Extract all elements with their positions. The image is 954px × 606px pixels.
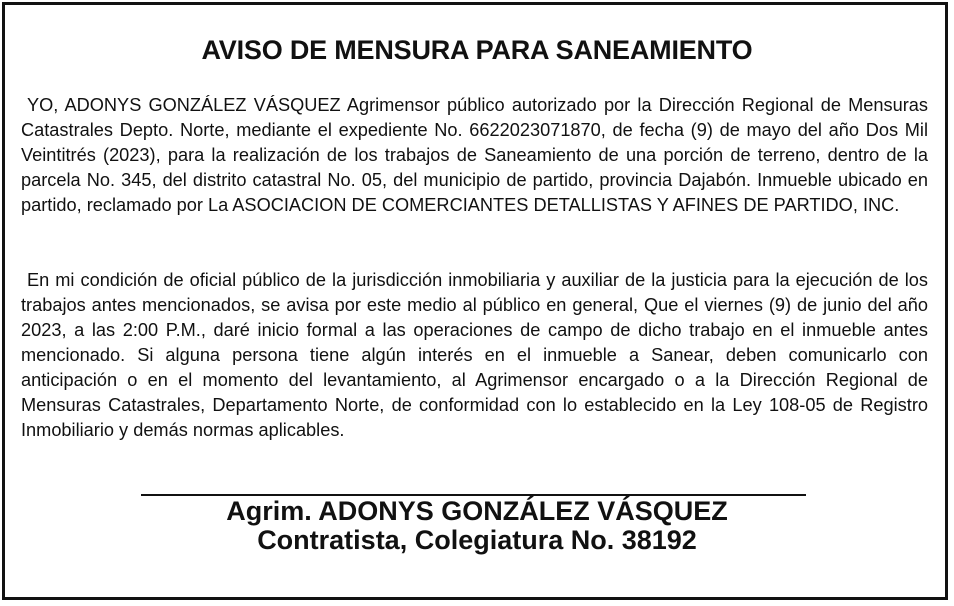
notice-title: AVISO DE MENSURA PARA SANEAMIENTO (201, 35, 753, 65)
paragraph-introduction: YO, ADONYS GONZÁLEZ VÁSQUEZ Agrimensor público autorizado por la Dirección Regional de Mensuras Catastrales Depto. Norte, mediante el expediente No. 6622023071870, de fecha (9) de mayo del año Dos Mil Veintitrés (2023), para la realización de los trabajos de Saneamiento de una porción de terreno, dentro de la parcela No. 345, del distrito catastral No. 05, del municipio de partido, provincia Dajabón. Inmueble ubicado en partido, reclamado por La ASOCIACION DE COMERCIANTES DETALLISTAS Y AFINES DE PARTIDO, INC. (21, 95, 928, 215)
signature-role: Contratista, Colegiatura No. 38192 (257, 525, 697, 555)
paragraph-public-notice: En mi condición de oficial público de la jurisdicción inmobiliaria y auxiliar de la justicia para la ejecución de los trabajos antes mencionados, se avisa por este medio al público en general, Que el viernes (9) de junio del año 2023, a las 2:00 P.M., daré inicio formal a las operaciones de campo de dicho trabajo en el inmueble antes mencionado. Si alguna persona tiene algún interés en el inmueble a Sanear, deben comunicarlo con anticipación o en el momento del levantamiento, al Agrimensor encargado o a la Dirección Regional de Mensuras Catastrales, Departamento Norte, de conformidad con lo establecido en la Ley 108-05 de Registro Inmobiliario y demás normas aplicables. (21, 270, 928, 440)
signature-name: Agrim. ADONYS GONZÁLEZ VÁSQUEZ (226, 496, 728, 526)
